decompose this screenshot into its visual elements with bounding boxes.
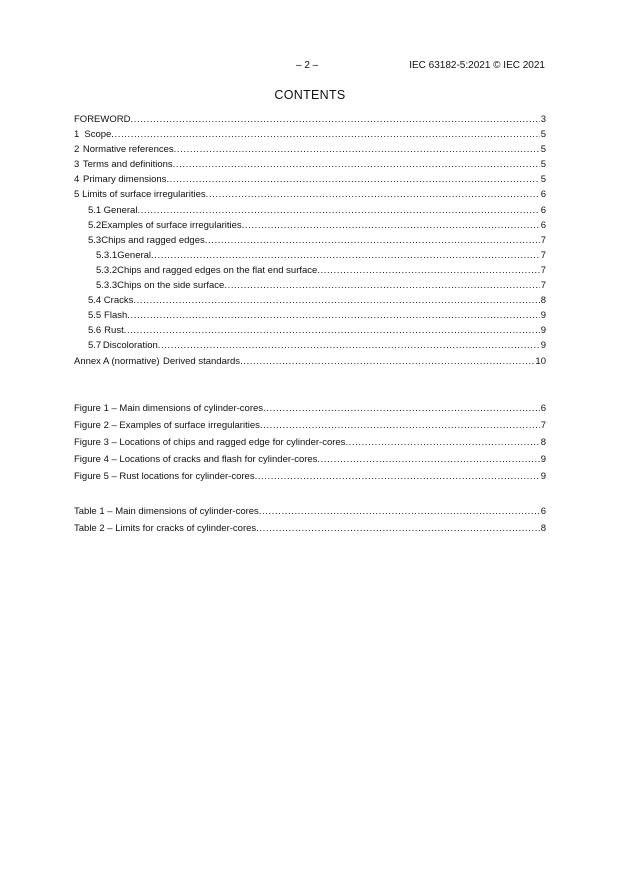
toc-entry-4[interactable]	[74, 172, 546, 187]
toc-entry-page: 3	[540, 114, 546, 125]
figure-entry-label: Figure 3 – Locations of chips and ragged edge for cylinder-cores	[74, 437, 346, 449]
toc-entry-number: 3	[74, 159, 80, 171]
toc-entry-5[interactable]	[74, 187, 546, 202]
toc-entry-5-3-1[interactable]	[74, 248, 546, 263]
toc-entry-page: 9	[540, 325, 546, 337]
toc-entry-number: 5.7	[88, 340, 102, 352]
toc-entry-label: Chips and ragged edges on the flat end surface	[117, 264, 318, 276]
toc-entry-5-7[interactable]	[74, 338, 546, 353]
toc-entry-label: Chips and ragged edges	[101, 234, 205, 246]
toc-entry-number: 4	[74, 174, 80, 186]
dot-leader	[260, 417, 540, 434]
toc-entry-label: Limits of surface irregularities	[82, 189, 206, 201]
dot-leader	[317, 263, 540, 278]
toc-entry-label: Examples of surface irregularities	[101, 219, 242, 231]
document-id: IEC 63182-5:2021 © IEC 2021	[409, 60, 545, 71]
figure-entry-2[interactable]	[74, 417, 546, 434]
dot-leader	[133, 293, 540, 308]
toc-entry-number: 5	[74, 189, 80, 201]
toc-entry-number: 5.5	[88, 310, 102, 322]
toc-entry-number: 5.3.3	[96, 280, 118, 292]
toc-entry-page: 7	[540, 280, 546, 292]
figure-entry-page: 8	[540, 437, 546, 449]
toc-entry-label: General	[103, 204, 138, 216]
toc-entry-label: Chips on the side surface	[117, 280, 225, 292]
toc-entry-label: Discoloration	[102, 340, 158, 352]
page-header	[0, 60, 620, 74]
toc-entry-2[interactable]	[74, 142, 546, 157]
dot-leader	[345, 434, 540, 451]
dot-leader	[137, 203, 540, 218]
table-entry-page: 6	[540, 506, 546, 517]
dot-leader	[242, 218, 540, 233]
toc-entry-page: 7	[540, 234, 546, 246]
toc-list	[74, 112, 546, 369]
toc-entry-label: Derived standards	[162, 355, 241, 367]
toc-entry-label: Flash	[104, 310, 128, 322]
dot-leader	[151, 248, 540, 263]
dot-leader	[173, 157, 540, 172]
toc-entry-page: 7	[540, 249, 546, 261]
toc-entry-label: Terms and definitions	[82, 159, 173, 171]
toc-entry-number: 2	[74, 144, 80, 156]
toc-entry-1[interactable]	[74, 127, 546, 142]
dot-leader	[263, 400, 540, 417]
toc-entry-5-3-3[interactable]	[74, 278, 546, 293]
dot-leader	[255, 468, 540, 485]
figure-entry-label: Figure 2 – Examples of surface irregularities	[74, 420, 260, 432]
toc-entry-label: Primary dimensions	[83, 174, 167, 186]
figure-entry-5[interactable]	[74, 468, 546, 485]
toc-entry-5-6[interactable]	[74, 323, 546, 338]
toc-entry-number: 1	[74, 129, 80, 141]
toc-entry-5-2[interactable]	[74, 218, 546, 233]
table-entry-label: Table 2 – Limits for cracks of cylinder-cores	[74, 523, 257, 535]
figure-entry-label: Figure 1 – Main dimensions of cylinder-cores	[74, 403, 264, 414]
toc-entry-number: Annex A (normative)	[74, 355, 160, 367]
dot-leader	[317, 451, 540, 468]
list-of-figures	[74, 400, 546, 485]
toc-entry-3[interactable]	[74, 157, 546, 172]
toc-entry-label: Scope	[84, 129, 112, 141]
table-entry-2[interactable]	[74, 520, 546, 537]
toc-entry-number: 5.1	[88, 204, 102, 216]
toc-entry-page: 5	[540, 159, 546, 171]
page-number: – 2 –	[296, 60, 319, 71]
toc-entry-page: 6	[540, 219, 546, 231]
dot-leader	[130, 112, 540, 127]
figure-entry-label: Figure 4 – Locations of cracks and flash for cylinder-cores	[74, 454, 318, 466]
toc-entry-number: 5.3	[88, 234, 102, 246]
dot-leader	[158, 338, 540, 353]
figure-entry-page: 9	[540, 471, 546, 483]
toc-entry-label: General	[117, 249, 152, 261]
dot-leader	[259, 503, 540, 520]
table-entry-label: Table 1 – Main dimensions of cylinder-cores	[74, 506, 259, 517]
toc-entry-number: 5.2	[88, 219, 102, 231]
toc-entry-annex-a[interactable]	[74, 354, 546, 369]
dot-leader	[206, 187, 540, 202]
figure-entry-label: Figure 5 – Rust locations for cylinder-cores	[74, 471, 255, 483]
toc-entry-number: 5.4	[88, 295, 102, 307]
figure-entry-1[interactable]	[74, 400, 546, 417]
toc-entry-5-3-2[interactable]	[74, 263, 546, 278]
dot-leader	[124, 323, 540, 338]
toc-entry-page: 9	[540, 310, 546, 322]
toc-entry-page: 5	[540, 144, 546, 156]
toc-entry-number: 5.3.1	[96, 249, 118, 261]
toc-entry-label: FOREWORD	[74, 114, 131, 125]
toc-entry-label: Normative references	[82, 144, 174, 156]
toc-entry-page: 9	[540, 340, 546, 352]
dot-leader	[166, 172, 540, 187]
dot-leader	[127, 308, 540, 323]
list-of-tables	[74, 503, 546, 537]
toc-entry-page: 5	[540, 129, 546, 141]
toc-entry-foreword[interactable]	[74, 112, 546, 127]
toc-entry-label: Cracks	[103, 295, 134, 307]
dot-leader	[174, 142, 540, 157]
figure-entry-page: 9	[540, 454, 546, 466]
figure-entry-page: 7	[540, 420, 546, 432]
toc-entry-5-1[interactable]	[74, 203, 546, 218]
toc-entry-number: 5.6	[88, 325, 102, 337]
contents-title: CONTENTS	[274, 88, 346, 102]
dot-leader	[111, 127, 540, 142]
toc-entry-number: 5.3.2	[96, 264, 118, 276]
figure-entry-4[interactable]	[74, 451, 546, 468]
toc-entry-page: 6	[540, 189, 546, 201]
figure-entry-3[interactable]	[74, 434, 546, 451]
toc-entry-label: Rust	[104, 325, 124, 337]
toc-entry-5-4[interactable]	[74, 293, 546, 308]
toc-entry-page: 7	[540, 264, 546, 276]
toc-entry-5-3[interactable]	[74, 233, 546, 248]
figure-entry-page: 6	[540, 403, 546, 414]
toc-entry-page: 6	[540, 204, 546, 216]
toc-entry-5-5[interactable]	[74, 308, 546, 323]
toc-entry-page: 10	[535, 355, 546, 367]
table-entry-1[interactable]	[74, 503, 546, 520]
dot-leader	[256, 520, 540, 537]
dot-leader	[224, 278, 540, 293]
table-entry-page: 8	[540, 523, 546, 535]
dot-leader	[240, 354, 535, 369]
toc-entry-page: 5	[540, 174, 546, 186]
dot-leader	[205, 233, 540, 248]
toc-entry-page: 8	[540, 295, 546, 307]
